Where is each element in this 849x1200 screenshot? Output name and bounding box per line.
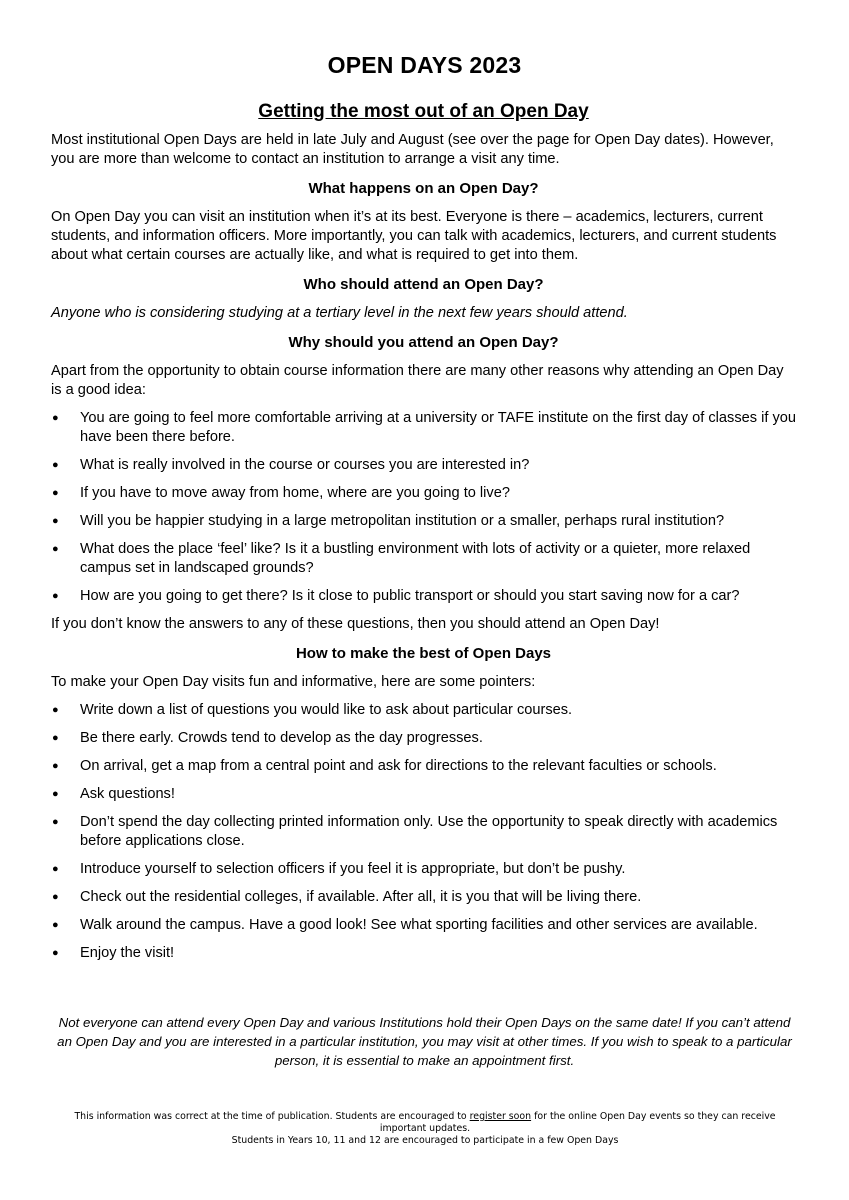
closing-note: Not everyone can attend every Open Day and various Institutions hold their Open Days on the same date! If you can’t attend an Open Day and you are interested in a particular institution, you may visit at other times. If you wish to speak to a particular person, it is essential to make an appointment first. [57, 1015, 792, 1068]
list-item-text: Don’t spend the day collecting printed information only. Use the opportunity to speak directly with academics before applications close. [80, 814, 778, 849]
bullet-icon: ● [52, 919, 59, 931]
list-item [51, 813, 796, 851]
why-attend-conclusion: If you don’t know the answers to any of these questions, then you should attend an Open Day! [51, 616, 660, 632]
bullet-icon: ● [52, 412, 59, 424]
list-item [51, 860, 796, 879]
why-attend-list [51, 409, 796, 606]
register-soon-link[interactable]: register soon [469, 1111, 532, 1122]
list-item [51, 944, 796, 963]
list-item-text: How are you going to get there? Is it close to public transport or should you start saving now for a car? [80, 588, 740, 604]
bullet-icon: ● [52, 459, 59, 471]
list-item-text: You are going to feel more comfortable arriving at a university or TAFE institute on the first day of classes if you have been there before. [80, 410, 796, 445]
bullet-icon: ● [52, 947, 59, 959]
bullet-icon: ● [52, 704, 59, 716]
list-item-text: What does the place ‘feel’ like? Is it a bustling environment with lots of activity or a quieter, more relaxed campus set in landscaped grounds? [80, 541, 751, 576]
list-item-text: Walk around the campus. Have a good look! See what sporting facilities and other services are available. [80, 917, 758, 933]
what-happens-paragraph: On Open Day you can visit an institution when it’s at its best. Everyone is there – academics, lecturers, current students, and information officers. More importantly, you can talk with academics, lecturers, and current students about what certain courses are actually like, and what is required to get into them. [51, 209, 777, 263]
list-item-text: Ask questions! [80, 786, 175, 802]
list-item [51, 409, 796, 447]
list-item-text: If you have to move away from home, where are you going to live? [80, 485, 510, 501]
intro-paragraph: Most institutional Open Days are held in late July and August (see over the page for Open Day dates). However, you are more than welcome to contact an institution to arrange a visit any time. [51, 132, 774, 167]
section-heading-why-attend: Why should you attend an Open Day? [288, 334, 559, 351]
list-item [51, 484, 796, 503]
pointers-list [51, 701, 796, 963]
list-item-text: Will you be happier studying in a large metropolitan institution or a smaller, perhaps rural institution? [80, 513, 725, 529]
bullet-icon: ● [52, 816, 59, 828]
bullet-icon: ● [52, 788, 59, 800]
bullet-icon: ● [52, 543, 59, 555]
list-item-text: Write down a list of questions you would like to ask about particular courses. [80, 702, 573, 718]
bullet-icon: ● [52, 515, 59, 527]
list-item [51, 888, 796, 907]
section-heading-who-should-attend: Who should attend an Open Day? [303, 276, 544, 293]
list-item-text: Enjoy the visit! [80, 945, 175, 961]
bullet-icon: ● [52, 760, 59, 772]
footer-text-after-link: for the online Open Day events so they can receive important updates. [379, 1111, 776, 1134]
list-item [51, 456, 796, 475]
section-heading-make-the-best: How to make the best of Open Days [295, 645, 552, 662]
list-item [51, 729, 796, 748]
bullet-icon: ● [52, 891, 59, 903]
footer-line-1 [60, 1111, 790, 1135]
page-title: OPEN DAYS 2023 [327, 52, 522, 78]
bullet-icon: ● [52, 863, 59, 875]
list-item [51, 512, 796, 531]
list-item [51, 587, 796, 606]
list-item [51, 701, 796, 720]
who-should-attend-paragraph: Anyone who is considering studying at a tertiary level in the next few years should attend. [51, 305, 628, 321]
document-subtitle: Getting the most out of an Open Day [258, 101, 589, 122]
bullet-icon: ● [52, 487, 59, 499]
footer [60, 1111, 790, 1147]
list-item [51, 757, 796, 776]
list-item-text: On arrival, get a map from a central point and ask for directions to the relevant faculties or schools. [80, 758, 717, 774]
why-attend-paragraph: Apart from the opportunity to obtain course information there are many other reasons why attending an Open Day is a good idea: [51, 363, 784, 398]
list-item [51, 916, 796, 935]
footer-text-before-link: This information was correct at the time of publication. Students are encouraged to [74, 1111, 470, 1122]
list-item-text: What is really involved in the course or courses you are interested in? [80, 457, 530, 473]
section-heading-what-happens: What happens on an Open Day? [308, 180, 539, 197]
list-item-text: Introduce yourself to selection officers if you feel it is appropriate, but don’t be pushy. [80, 861, 626, 877]
list-item-text: Check out the residential colleges, if available. After all, it is you that will be living there. [80, 889, 642, 905]
list-item [51, 785, 796, 804]
list-item [51, 540, 796, 578]
bullet-icon: ● [52, 732, 59, 744]
footer-line-2: Students in Years 10, 11 and 12 are encouraged to participate in a few Open Days [231, 1135, 619, 1146]
list-item-text: Be there early. Crowds tend to develop as the day progresses. [80, 730, 483, 746]
document-body [51, 100, 796, 972]
bullet-icon: ● [52, 590, 59, 602]
make-the-best-paragraph: To make your Open Day visits fun and informative, here are some pointers: [51, 674, 536, 690]
